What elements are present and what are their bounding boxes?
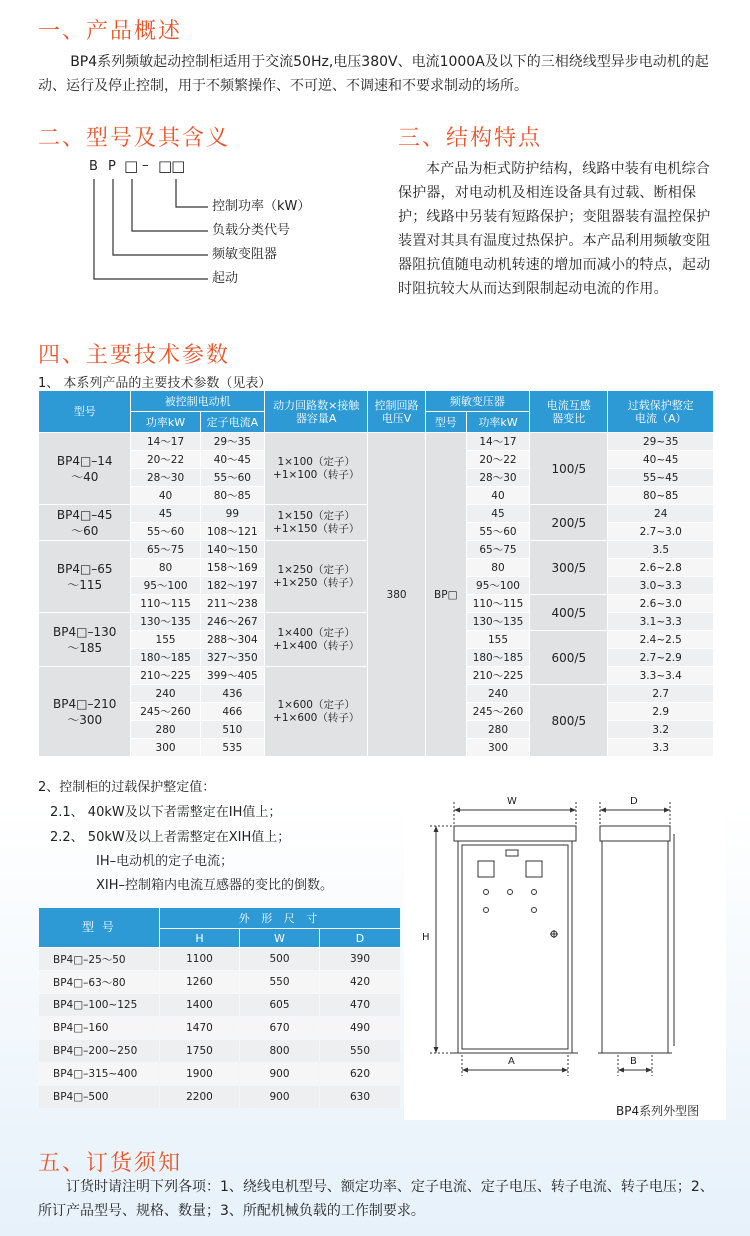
specs-note-2-1: 2.1、 40kW及以下者需整定在IH值上； — [50, 805, 282, 820]
model-cell: BP4□–130～185 — [39, 613, 130, 666]
code-letter-p: P — [108, 159, 116, 174]
code-dash: – — [142, 158, 149, 173]
power-cell: 180～185 — [131, 649, 199, 666]
dim-d-cell: 420 — [320, 971, 400, 993]
loop-cell: 1×100（定子）+1×100（转子） — [265, 433, 367, 504]
dimension-row — [39, 1017, 400, 1039]
overload-cell: 24 — [608, 505, 713, 522]
power-cell: 245～260 — [131, 703, 199, 720]
dimension-row — [39, 1086, 400, 1108]
power-cell: 20～22 — [131, 451, 199, 468]
section-title-model: 二、型号及其含义 — [38, 126, 231, 151]
fm-power-cell: 40 — [467, 487, 529, 504]
dim-d-cell: 620 — [320, 1063, 400, 1085]
overload-cell: 80~85 — [608, 487, 713, 504]
power-cell: 55～60 — [131, 523, 199, 540]
code-label-start: 起动 — [212, 271, 239, 286]
dim-h-cell: 1900 — [160, 1063, 239, 1085]
overload-cell: 3.3~3.4 — [608, 667, 713, 684]
loop-cell: 1×250（定子）+1×250（转子） — [265, 541, 367, 612]
current-cell: 182～197 — [201, 577, 264, 594]
dim-h-cell: 1260 — [160, 971, 239, 993]
current-cell: 40～45 — [201, 451, 264, 468]
dim-w-cell: 900 — [240, 1086, 319, 1108]
overload-cell: 40~45 — [608, 451, 713, 468]
th2-d: D — [320, 929, 400, 947]
th-power: 功率kW — [131, 412, 199, 432]
dimension-row — [39, 971, 400, 993]
specs-note-2-4: XIH–控制箱内电流互感器的变比的倒数。 — [96, 878, 334, 893]
current-cell: 108～121 — [201, 523, 264, 540]
power-cell: 300 — [131, 739, 199, 756]
power-cell: 65～75 — [131, 541, 199, 558]
current-cell: 211～238 — [201, 595, 264, 612]
th-ct: 电流互感器变比 — [530, 391, 607, 432]
dim-h-cell: 1750 — [160, 1040, 239, 1062]
ct-cell: 400/5 — [530, 595, 607, 630]
code-label-power: 控制功率（kW） — [212, 199, 311, 214]
power-cell: 240 — [131, 685, 199, 702]
current-cell: 55～60 — [201, 469, 264, 486]
power-cell: 130～135 — [131, 613, 199, 630]
specs-row — [39, 433, 713, 450]
overload-cell: 29~35 — [608, 433, 713, 450]
dim-model-cell: BP4□–63～80 — [39, 971, 159, 993]
dim-w-cell: 900 — [240, 1063, 319, 1085]
fm-power-cell: 65～75 — [467, 541, 529, 558]
current-cell: 99 — [201, 505, 264, 522]
current-cell: 246～267 — [201, 613, 264, 630]
overload-cell: 2.7 — [608, 685, 713, 702]
dim-d-cell: 490 — [320, 1017, 400, 1039]
fm-power-cell: 280 — [467, 721, 529, 738]
current-cell: 288～304 — [201, 631, 264, 648]
code-lines — [80, 157, 340, 292]
overload-cell: 3.5 — [608, 541, 713, 558]
ct-cell: 600/5 — [530, 631, 607, 684]
dim-d-cell: 630 — [320, 1086, 400, 1108]
outline-drawing — [404, 784, 726, 1120]
order-text: 订货时请注明下列各项：1、绕线电机型号、额定功率、定子电流、定子电压、转子电流、转子电压；2、所订产品型号、规格、数量；3、所配机械负载的工作制要求。 — [38, 1179, 714, 1219]
th-model: 型号 — [39, 391, 130, 432]
fm-power-cell: 45 — [467, 505, 529, 522]
dimension-row — [39, 948, 400, 970]
th-overload: 过载保护整定电流（A） — [608, 391, 713, 432]
dim-d-cell: 550 — [320, 1040, 400, 1062]
power-cell: 280 — [131, 721, 199, 738]
dim-a: A — [508, 1056, 515, 1067]
dim-w-cell: 500 — [240, 948, 319, 970]
section-title-overview: 一、产品概述 — [38, 19, 183, 44]
overload-cell: 3.0~3.3 — [608, 577, 713, 594]
fm-power-cell: 14～17 — [467, 433, 529, 450]
power-cell: 210～225 — [131, 667, 199, 684]
specs-note-1: 1、 本系列产品的主要技术参数（见表） — [38, 376, 272, 391]
th2-dims: 外 形 尺 寸 — [160, 908, 400, 928]
power-cell: 14～17 — [131, 433, 199, 450]
th-motor: 被控制电动机 — [131, 391, 264, 411]
model-cell: BP4□–45～60 — [39, 505, 130, 540]
overload-cell: 2.7~2.9 — [608, 649, 713, 666]
dim-model-cell: BP4□–25～50 — [39, 948, 159, 970]
power-cell: 155 — [131, 631, 199, 648]
overview-text: BP4系列频敏起动控制柜适用于交流50Hz,电压380V、电流1000A及以下的三相绕线型异步电动机的起动、运行及停止控制，用于不频繁操作、不可逆、不调速和不要求制动的场所。 — [38, 54, 709, 94]
dim-w-cell: 550 — [240, 971, 319, 993]
overload-cell: 55~45 — [608, 469, 713, 486]
th-loop: 动力回路数×接触器容量A — [265, 391, 367, 432]
code-letter-b: B — [89, 159, 98, 174]
loop-cell: 1×600（定子）+1×600（转子） — [265, 667, 367, 756]
fm-model-cell: BP□ — [426, 433, 466, 756]
dim-w-cell: 670 — [240, 1017, 319, 1039]
overload-cell: 3.3 — [608, 739, 713, 756]
th2-w: W — [240, 929, 319, 947]
section-title-specs: 四、主要技术参数 — [38, 343, 231, 368]
loop-cell: 1×150（定子）+1×150（转子） — [265, 505, 367, 540]
specs-note-2: 2、控制柜的过载保护整定值： — [38, 780, 216, 795]
ct-cell: 100/5 — [530, 433, 607, 504]
dim-d-cell: 390 — [320, 948, 400, 970]
fm-power-cell: 80 — [467, 559, 529, 576]
overload-cell: 3.2 — [608, 721, 713, 738]
fm-power-cell: 95～100 — [467, 577, 529, 594]
current-cell: 436 — [201, 685, 264, 702]
specs-note-2-3: IH–电动机的定子电流； — [96, 854, 234, 869]
code-label-load: 负载分类代号 — [212, 223, 291, 238]
dimension-row — [39, 1040, 400, 1062]
outline-drawing-svg — [404, 784, 726, 1120]
fm-power-cell: 155 — [467, 631, 529, 648]
specs-note-2-2: 2.2、 50kW及以上者需整定在XIH值上； — [50, 830, 291, 845]
dimension-row — [39, 1063, 400, 1085]
model-cell: BP4□–65～115 — [39, 541, 130, 612]
fm-power-cell: 110～115 — [467, 595, 529, 612]
power-cell: 80 — [131, 559, 199, 576]
fm-power-cell: 180～185 — [467, 649, 529, 666]
dim-model-cell: BP4□–315~400 — [39, 1063, 159, 1085]
th2-h: H — [160, 929, 239, 947]
current-cell: 535 — [201, 739, 264, 756]
overload-cell: 2.6~2.8 — [608, 559, 713, 576]
th-voltage: 控制回路电压V — [368, 391, 424, 432]
overload-cell: 2.4~2.5 — [608, 631, 713, 648]
ct-cell: 800/5 — [530, 685, 607, 756]
dim-w-cell: 800 — [240, 1040, 319, 1062]
fm-power-cell: 240 — [467, 685, 529, 702]
model-code-diagram — [80, 157, 340, 292]
th-fm: 频敏变压器 — [426, 391, 529, 411]
dim-h-cell: 1100 — [160, 948, 239, 970]
current-cell: 510 — [201, 721, 264, 738]
current-cell: 140～150 — [201, 541, 264, 558]
dim-model-cell: BP4□–100~125 — [39, 994, 159, 1016]
dim-model-cell: BP4□–200~250 — [39, 1040, 159, 1062]
voltage-cell: 380 — [368, 433, 424, 756]
dim-d: D — [630, 796, 638, 807]
dim-h: H — [422, 932, 430, 943]
th2-model: 型 号 — [39, 908, 159, 947]
th-current: 定子电流A — [201, 412, 264, 432]
current-cell: 158～169 — [201, 559, 264, 576]
fm-power-cell: 210～225 — [467, 667, 529, 684]
dim-h-cell: 1400 — [160, 994, 239, 1016]
dim-d-cell: 470 — [320, 994, 400, 1016]
loop-cell: 1×400（定子）+1×400（转子） — [265, 613, 367, 666]
dim-b: B — [630, 1056, 637, 1067]
fm-power-cell: 245～260 — [467, 703, 529, 720]
code-box-2: □□ — [158, 157, 185, 175]
section-title-order: 五、订货须知 — [38, 1151, 183, 1176]
dim-w: W — [507, 796, 517, 807]
overload-cell: 2.7~3.0 — [608, 523, 713, 540]
current-cell: 327～350 — [201, 649, 264, 666]
dim-h-cell: 1470 — [160, 1017, 239, 1039]
power-cell: 95～100 — [131, 577, 199, 594]
ct-cell: 200/5 — [530, 505, 607, 540]
dim-h-cell: 2200 — [160, 1086, 239, 1108]
section-title-structure: 三、结构特点 — [398, 126, 543, 151]
current-cell: 399～405 — [201, 667, 264, 684]
model-cell: BP4□–14～40 — [39, 433, 130, 504]
fm-power-cell: 130～135 — [467, 613, 529, 630]
dim-w-cell: 605 — [240, 994, 319, 1016]
code-label-resistor: 频敏变阻器 — [212, 247, 278, 262]
power-cell: 40 — [131, 487, 199, 504]
dimension-table — [38, 907, 401, 1109]
dim-model-cell: BP4□–160 — [39, 1017, 159, 1039]
ct-cell: 300/5 — [530, 541, 607, 594]
th-fm-model: 型号 — [426, 412, 466, 432]
th-fm-power: 功率kW — [467, 412, 529, 432]
power-cell: 28～30 — [131, 469, 199, 486]
model-cell: BP4□–210～300 — [39, 667, 130, 756]
dim-model-cell: BP4□–500 — [39, 1086, 159, 1108]
overload-cell: 3.1~3.3 — [608, 613, 713, 630]
power-cell: 110～115 — [131, 595, 199, 612]
fm-power-cell: 300 — [467, 739, 529, 756]
current-cell: 466 — [201, 703, 264, 720]
drawing-caption: BP4系列外型图 — [616, 1104, 700, 1118]
dimension-row — [39, 994, 400, 1016]
power-cell: 45 — [131, 505, 199, 522]
fm-power-cell: 28～30 — [467, 469, 529, 486]
specs-table — [38, 390, 714, 757]
overload-cell: 2.6~3.0 — [608, 595, 713, 612]
overload-cell: 2.9 — [608, 703, 713, 720]
fm-power-cell: 55～60 — [467, 523, 529, 540]
code-box-1: □ — [124, 157, 139, 175]
current-cell: 80～85 — [201, 487, 264, 504]
current-cell: 29～35 — [201, 433, 264, 450]
structure-text: 本产品为柜式防护结构，线路中装有电机综合保护器，对电动机及相连设备具有过载、断相保护；线路中另装有短路保护；变阻器装有温控保护装置对其具有温度过热保护。本产品利用频敏变阻器阻抗值随电动机转速的增加而减小的特点，起动时阻抗较大从而达到限制起动电流的作用。 — [398, 161, 711, 297]
fm-power-cell: 20～22 — [467, 451, 529, 468]
